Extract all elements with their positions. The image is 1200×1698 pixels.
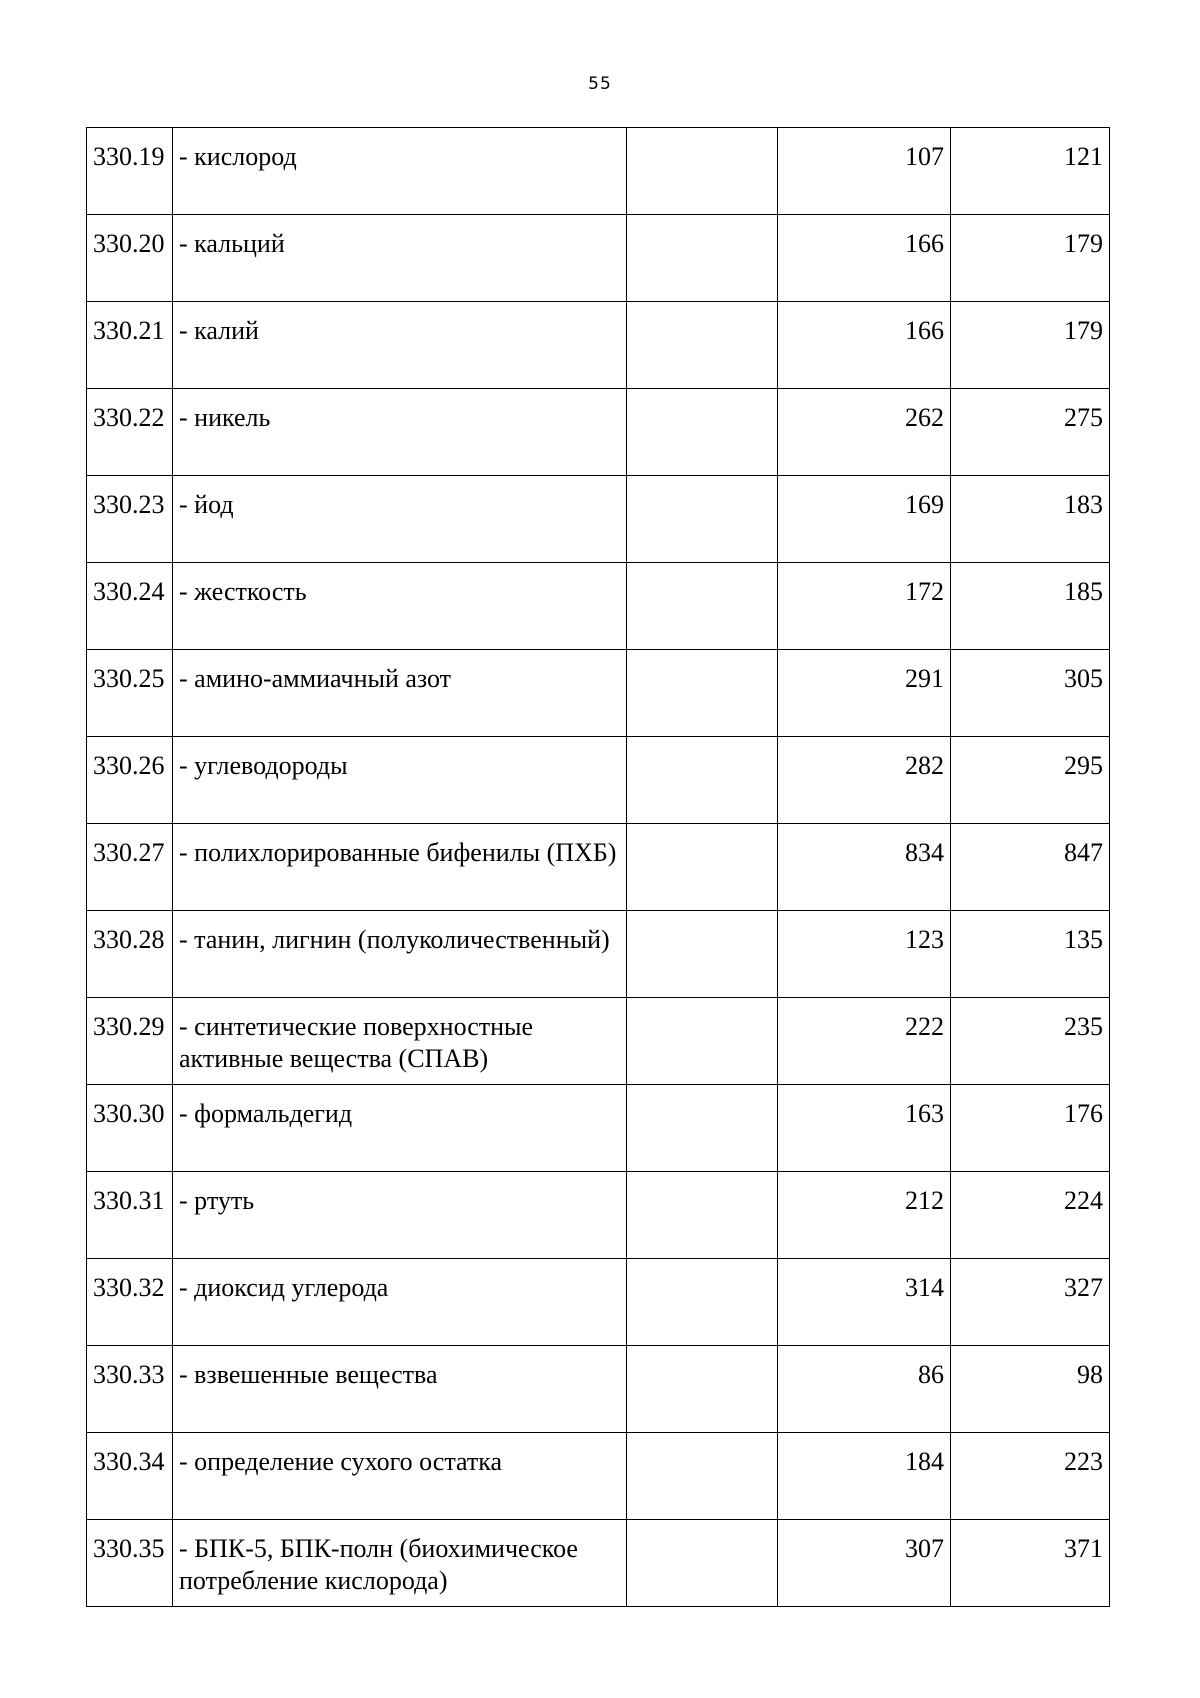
table-row	[87, 389, 1110, 476]
row-extra	[627, 911, 778, 998]
row-code: 330.22	[87, 389, 173, 476]
row-value-2: 179	[951, 302, 1110, 389]
row-value-1: 282	[778, 737, 951, 824]
row-code: 330.29	[87, 998, 173, 1085]
row-value-2: 183	[951, 476, 1110, 563]
row-code: 330.25	[87, 650, 173, 737]
row-value-1: 123	[778, 911, 951, 998]
row-extra	[627, 1085, 778, 1172]
row-extra	[627, 1346, 778, 1433]
row-name: - БПК-5, БПК-полн (биохимическое потребление кислорода)	[173, 1520, 627, 1607]
row-extra	[627, 128, 778, 215]
row-value-2: 223	[951, 1433, 1110, 1520]
table-row	[87, 215, 1110, 302]
row-code: 330.33	[87, 1346, 173, 1433]
row-value-2: 327	[951, 1259, 1110, 1346]
row-value-1: 166	[778, 215, 951, 302]
row-extra	[627, 998, 778, 1085]
row-value-1: 307	[778, 1520, 951, 1607]
row-name: - танин, лигнин (полуколичественный)	[173, 911, 627, 998]
price-table-body	[87, 128, 1110, 1607]
row-name: - никель	[173, 389, 627, 476]
row-extra	[627, 1172, 778, 1259]
row-value-1: 169	[778, 476, 951, 563]
table-row	[87, 1172, 1110, 1259]
table-row	[87, 911, 1110, 998]
table-row	[87, 1433, 1110, 1520]
row-value-1: 163	[778, 1085, 951, 1172]
row-extra	[627, 1433, 778, 1520]
row-code: 330.26	[87, 737, 173, 824]
row-name: - жесткость	[173, 563, 627, 650]
row-value-2: 305	[951, 650, 1110, 737]
row-value-2: 135	[951, 911, 1110, 998]
row-code: 330.27	[87, 824, 173, 911]
row-code: 330.32	[87, 1259, 173, 1346]
row-extra	[627, 563, 778, 650]
row-value-1: 166	[778, 302, 951, 389]
row-code: 330.28	[87, 911, 173, 998]
page-number: 55	[588, 74, 612, 94]
table-row	[87, 1259, 1110, 1346]
row-extra	[627, 1520, 778, 1607]
row-name: - йод	[173, 476, 627, 563]
row-name: - диоксид углерода	[173, 1259, 627, 1346]
row-value-1: 172	[778, 563, 951, 650]
row-value-2: 235	[951, 998, 1110, 1085]
row-name: - формальдегид	[173, 1085, 627, 1172]
row-name: - углеводороды	[173, 737, 627, 824]
table-row	[87, 302, 1110, 389]
row-extra	[627, 1259, 778, 1346]
row-value-1: 107	[778, 128, 951, 215]
row-value-1: 212	[778, 1172, 951, 1259]
row-value-1: 291	[778, 650, 951, 737]
table-row	[87, 476, 1110, 563]
row-value-1: 262	[778, 389, 951, 476]
row-extra	[627, 824, 778, 911]
row-extra	[627, 476, 778, 563]
row-value-2: 371	[951, 1520, 1110, 1607]
table-row	[87, 1085, 1110, 1172]
table-row	[87, 1346, 1110, 1433]
row-name: - кальций	[173, 215, 627, 302]
row-value-1: 86	[778, 1346, 951, 1433]
row-name: - определение сухого остатка	[173, 1433, 627, 1520]
row-code: 330.31	[87, 1172, 173, 1259]
table-row	[87, 128, 1110, 215]
table-row	[87, 650, 1110, 737]
row-value-2: 176	[951, 1085, 1110, 1172]
row-value-2: 275	[951, 389, 1110, 476]
table-row	[87, 737, 1110, 824]
row-value-2: 185	[951, 563, 1110, 650]
row-name: - полихлорированные бифенилы (ПХБ)	[173, 824, 627, 911]
table-row	[87, 998, 1110, 1085]
row-name: - кислород	[173, 128, 627, 215]
row-extra	[627, 650, 778, 737]
row-value-2: 847	[951, 824, 1110, 911]
table-row	[87, 1520, 1110, 1607]
table-row	[87, 563, 1110, 650]
row-value-1: 834	[778, 824, 951, 911]
row-value-2: 179	[951, 215, 1110, 302]
row-code: 330.24	[87, 563, 173, 650]
row-code: 330.23	[87, 476, 173, 563]
row-code: 330.35	[87, 1520, 173, 1607]
row-value-1: 184	[778, 1433, 951, 1520]
row-value-1: 222	[778, 998, 951, 1085]
row-value-2: 224	[951, 1172, 1110, 1259]
row-extra	[627, 302, 778, 389]
table-row	[87, 824, 1110, 911]
row-extra	[627, 389, 778, 476]
row-name: - взвешенные вещества	[173, 1346, 627, 1433]
row-code: 330.19	[87, 128, 173, 215]
row-code: 330.30	[87, 1085, 173, 1172]
row-name: - амино-аммиачный азот	[173, 650, 627, 737]
row-name: - ртуть	[173, 1172, 627, 1259]
row-value-1: 314	[778, 1259, 951, 1346]
row-value-2: 98	[951, 1346, 1110, 1433]
row-code: 330.34	[87, 1433, 173, 1520]
row-name: - синтетические поверхностные активные вещества (СПАВ)	[173, 998, 627, 1085]
row-code: 330.20	[87, 215, 173, 302]
row-value-2: 121	[951, 128, 1110, 215]
row-value-2: 295	[951, 737, 1110, 824]
row-code: 330.21	[87, 302, 173, 389]
row-extra	[627, 737, 778, 824]
row-name: - калий	[173, 302, 627, 389]
price-table	[86, 127, 1110, 1607]
row-extra	[627, 215, 778, 302]
